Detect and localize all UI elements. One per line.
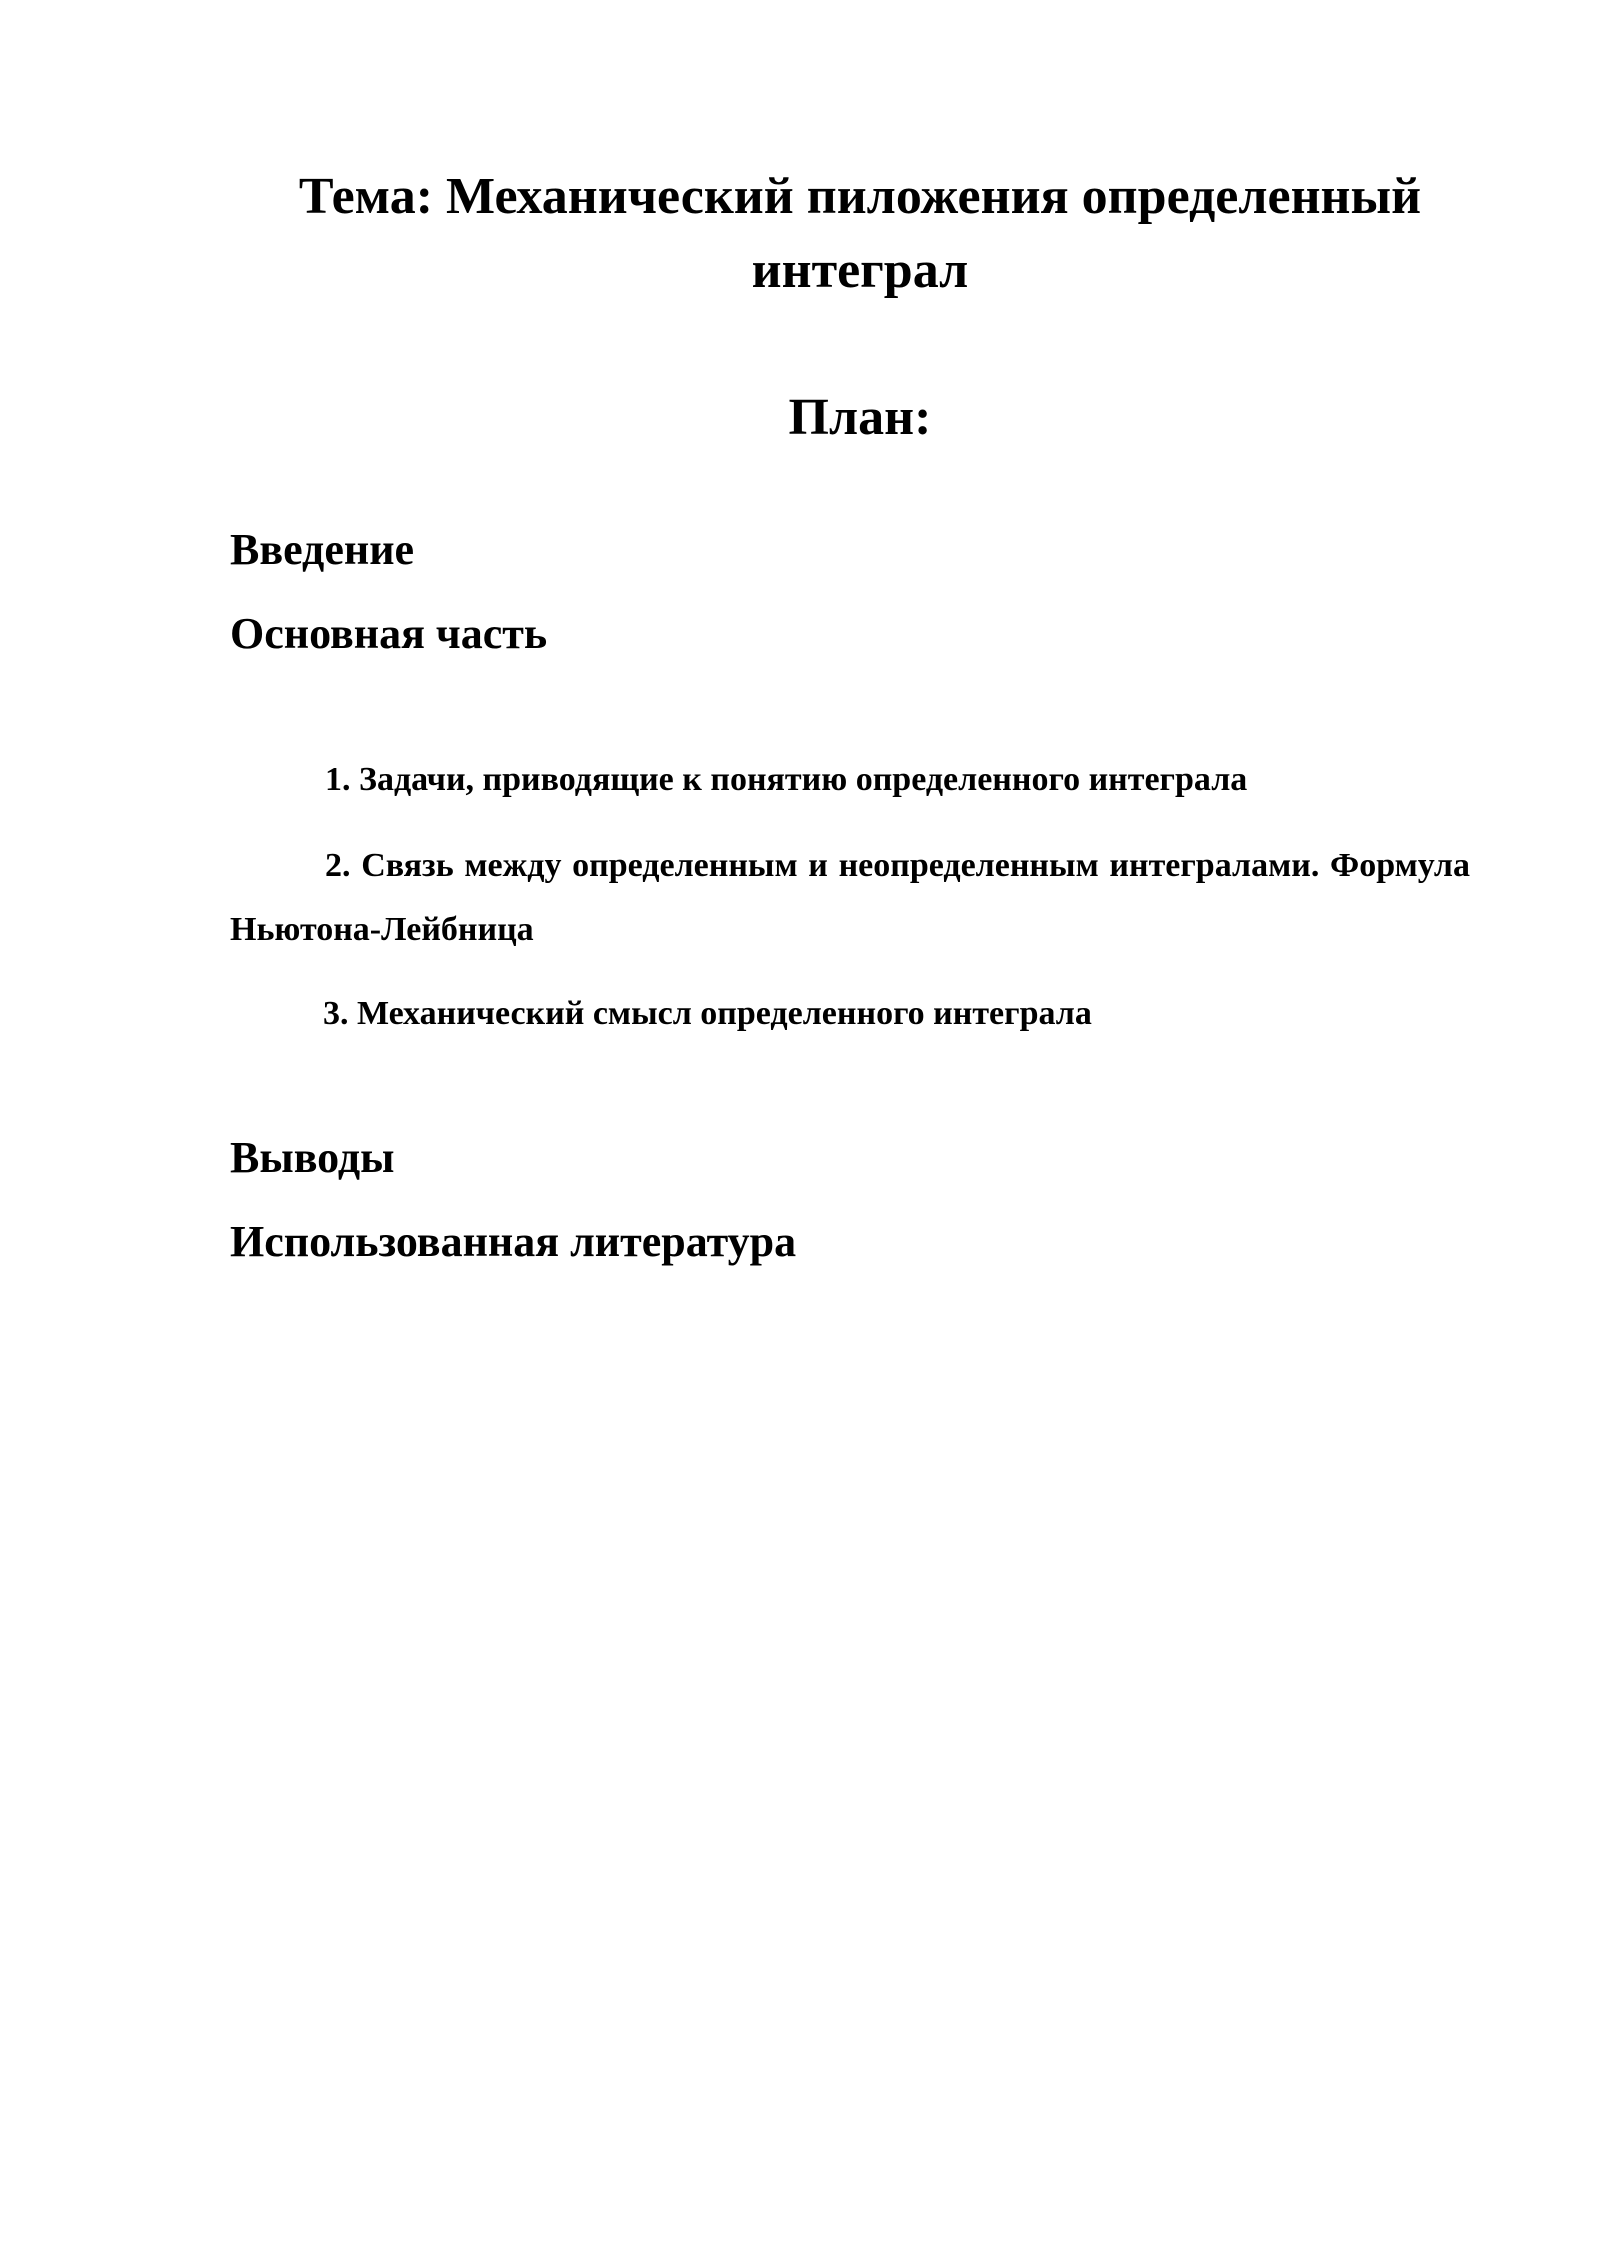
section-conclusions: Выводы <box>230 1133 395 1182</box>
plan-item-number: 2. <box>325 847 351 884</box>
plan-item-text: Задачи, приводящие к понятию определенного интеграла <box>359 761 1248 798</box>
plan-item-3 <box>230 982 1470 1046</box>
plan-heading: План: <box>788 389 932 446</box>
plan-item-text: Связь между определенным и неопределенным интегралами. Формула Ньютона-Лейбница <box>230 847 1471 948</box>
plan-item-number: 3. <box>323 995 349 1032</box>
plan-item-number: 1. <box>325 761 351 798</box>
plan-item-1 <box>230 748 1470 812</box>
plan-item-2 <box>230 834 1470 962</box>
plan-item-text: Механический смысл определенного интеграла <box>357 995 1092 1032</box>
section-literature: Использованная литература <box>230 1217 797 1266</box>
section-main-part: Основная часть <box>230 609 548 658</box>
section-introduction: Введение <box>230 525 415 574</box>
document-title: Тема: Механический пиложения определенный интеграл <box>298 168 1422 299</box>
